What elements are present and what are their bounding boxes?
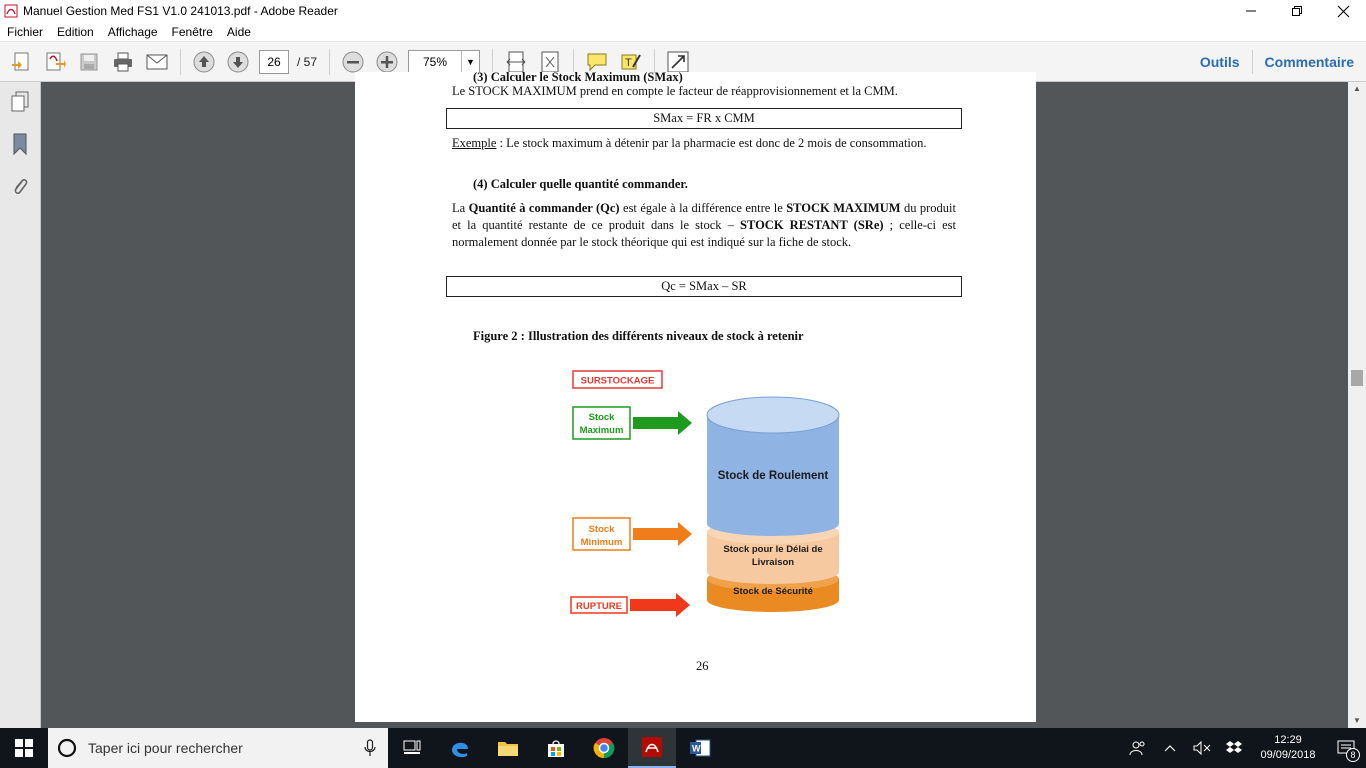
page-thumbnails-button[interactable] bbox=[8, 90, 32, 114]
surstockage-label: SURSTOCKAGE bbox=[580, 375, 655, 387]
delai-label-2: Livraison bbox=[751, 557, 795, 568]
page-number-input[interactable]: 26 bbox=[259, 50, 289, 74]
qc-text-4: ; celle-ci est normalement donnée par le stock théorique qui est indiqué sur la fiche de stock. bbox=[452, 218, 957, 249]
email-icon bbox=[146, 54, 168, 70]
stock-max-label-2: Maximum bbox=[579, 425, 624, 436]
toolbar-separator bbox=[329, 49, 330, 75]
zoom-value: 75% bbox=[423, 54, 448, 69]
cut-heading: (3) Calculer le Stock Maximum (SMax) bbox=[473, 70, 683, 84]
save-icon bbox=[79, 52, 99, 72]
formula-qc: Qc = SMax – SR bbox=[446, 276, 962, 297]
navigation-pane bbox=[0, 82, 41, 728]
action-center-button[interactable] bbox=[1326, 728, 1366, 768]
windows-icon bbox=[15, 739, 33, 757]
stock-max-label-1: Stock bbox=[588, 412, 615, 423]
smax-intro: Le STOCK MAXIMUM prend en compte le facteur de réapprovisionnement et la CMM. bbox=[452, 84, 898, 98]
menu-bar bbox=[0, 22, 1366, 42]
clock-date: 09/09/2018 bbox=[1260, 749, 1316, 761]
minimize-button[interactable] bbox=[1228, 0, 1274, 22]
example-text: : Le stock maximum à détenir par la pharmacie est donc de 2 mois de consommation. bbox=[496, 136, 927, 150]
chevron-down-icon[interactable]: ▼ bbox=[461, 51, 479, 73]
bookmark-icon bbox=[11, 133, 29, 155]
page-total: / 57 bbox=[297, 54, 318, 69]
notification-count: 8 bbox=[1346, 748, 1360, 762]
edge-button[interactable] bbox=[436, 728, 484, 768]
zoom-out-icon bbox=[342, 51, 364, 73]
create-pdf-icon bbox=[10, 51, 32, 73]
title-bar bbox=[0, 0, 1366, 22]
export-pdf-button[interactable] bbox=[40, 47, 70, 77]
menu-fenetre[interactable]: Fenêtre bbox=[171, 24, 213, 39]
print-icon bbox=[112, 51, 134, 73]
clock[interactable] bbox=[1250, 733, 1326, 763]
pages-icon bbox=[10, 91, 30, 113]
task-view-icon bbox=[403, 740, 421, 756]
qc-bold-1: Quantité à commander (Qc) bbox=[468, 201, 620, 215]
paperclip-icon bbox=[11, 175, 29, 197]
qc-text-1: La bbox=[452, 201, 469, 215]
example-label: Exemple bbox=[452, 136, 497, 150]
people-button[interactable] bbox=[1122, 728, 1154, 768]
qc-bold-3: STOCK RESTANT (SRe) bbox=[740, 218, 884, 232]
roulement-top bbox=[707, 397, 839, 433]
example-paragraph bbox=[452, 135, 956, 152]
bookmarks-button[interactable] bbox=[8, 132, 32, 156]
task-view-button[interactable] bbox=[388, 728, 436, 768]
chrome-button[interactable] bbox=[580, 728, 628, 768]
page-number: 26 bbox=[696, 659, 709, 673]
word-icon bbox=[689, 738, 711, 758]
chrome-icon bbox=[593, 737, 615, 759]
store-button[interactable] bbox=[532, 728, 580, 768]
stock-levels-diagram bbox=[563, 360, 863, 622]
show-hidden-icons-button[interactable] bbox=[1154, 728, 1186, 768]
word-button[interactable] bbox=[676, 728, 724, 768]
menu-affichage[interactable]: Affichage bbox=[107, 24, 158, 39]
cortana-icon bbox=[56, 737, 78, 759]
stock-min-arrow bbox=[633, 522, 692, 546]
dropbox-button[interactable] bbox=[1218, 728, 1250, 768]
edge-icon bbox=[449, 737, 471, 759]
email-button[interactable] bbox=[142, 47, 172, 77]
adobe-reader-icon bbox=[641, 736, 663, 758]
adobe-reader-taskbar-button[interactable] bbox=[628, 728, 676, 768]
clock-time: 12:29 bbox=[1274, 734, 1302, 746]
vertical-scrollbar[interactable] bbox=[1348, 82, 1366, 728]
people-icon bbox=[1129, 740, 1147, 756]
rupture-arrow bbox=[630, 593, 690, 617]
adobe-reader-icon bbox=[4, 4, 18, 18]
qc-bold-2: STOCK MAXIMUM bbox=[786, 201, 901, 215]
dropbox-icon bbox=[1225, 740, 1243, 756]
qc-text-3: du produit et la quantité restante de ce produit dans le stock – bbox=[452, 201, 956, 232]
store-icon bbox=[546, 738, 566, 758]
print-button[interactable] bbox=[108, 47, 138, 77]
zoom-select[interactable] bbox=[408, 50, 480, 74]
next-page-button[interactable] bbox=[223, 47, 253, 77]
pdf-page bbox=[355, 72, 1036, 722]
scroll-thumb[interactable] bbox=[1351, 370, 1363, 386]
save-button[interactable] bbox=[74, 47, 104, 77]
qc-paragraph bbox=[452, 200, 956, 251]
zoom-in-icon bbox=[376, 51, 398, 73]
scroll-down-icon[interactable]: ▼ bbox=[1353, 716, 1361, 725]
system-tray bbox=[1122, 728, 1366, 768]
roulement-label: Stock de Roulement bbox=[717, 470, 829, 482]
export-pdf-icon bbox=[44, 51, 66, 73]
toolbar-separator bbox=[180, 49, 181, 75]
qc-text-2: est égale à la différence entre le bbox=[619, 201, 787, 215]
securite-label: Stock de Sécurité bbox=[733, 586, 813, 597]
attachments-button[interactable] bbox=[8, 174, 32, 198]
file-explorer-button[interactable] bbox=[484, 728, 532, 768]
volume-button[interactable] bbox=[1186, 728, 1218, 768]
comment-tab[interactable]: Commentaire bbox=[1264, 54, 1354, 70]
close-icon bbox=[1338, 6, 1349, 17]
formula-smax: SMax = FR x CMM bbox=[446, 108, 962, 129]
previous-page-button[interactable] bbox=[189, 47, 219, 77]
arrow-up-icon bbox=[193, 51, 215, 73]
chevron-up-icon bbox=[1164, 744, 1176, 752]
menu-fichier[interactable]: Fichier bbox=[7, 24, 44, 39]
stock-min-label-1: Stock bbox=[588, 524, 615, 535]
restore-button[interactable] bbox=[1274, 0, 1320, 22]
folder-icon bbox=[497, 739, 519, 757]
tools-tab[interactable]: Outils bbox=[1199, 54, 1240, 70]
search-placeholder: Taper ici pour rechercher bbox=[88, 740, 243, 756]
svg-text:T: T bbox=[625, 56, 632, 69]
menu-aide[interactable]: Aide bbox=[226, 24, 251, 39]
window-title: Manuel Gestion Med FS1 V1.0 241013.pdf - Adobe Reader bbox=[23, 4, 338, 18]
delai-label-1: Stock pour le Délai de bbox=[723, 544, 823, 555]
arrow-down-icon bbox=[227, 51, 249, 73]
taskbar-search[interactable] bbox=[48, 728, 388, 768]
figure-caption: Figure 2 : Illustration des différents niveaux de stock à retenir bbox=[473, 329, 804, 343]
stock-min-label-2: Minimum bbox=[580, 537, 623, 548]
taskbar bbox=[0, 728, 1366, 768]
close-button[interactable] bbox=[1320, 0, 1366, 22]
create-pdf-button[interactable] bbox=[6, 47, 36, 77]
stock-max-arrow bbox=[633, 411, 692, 435]
document-view[interactable] bbox=[41, 70, 1348, 728]
svg-text:W: W bbox=[692, 743, 701, 754]
menu-edition[interactable]: Edition bbox=[57, 24, 94, 39]
rupture-label: RUPTURE bbox=[576, 601, 622, 612]
volume-muted-icon bbox=[1193, 741, 1211, 755]
start-button[interactable] bbox=[0, 728, 48, 768]
scroll-up-icon[interactable]: ▲ bbox=[1353, 84, 1361, 93]
microphone-icon[interactable] bbox=[364, 739, 376, 757]
restore-icon bbox=[1292, 6, 1302, 16]
heading-4: (4) Calculer quelle quantité commander. bbox=[473, 177, 688, 191]
minimize-icon bbox=[1246, 6, 1256, 16]
